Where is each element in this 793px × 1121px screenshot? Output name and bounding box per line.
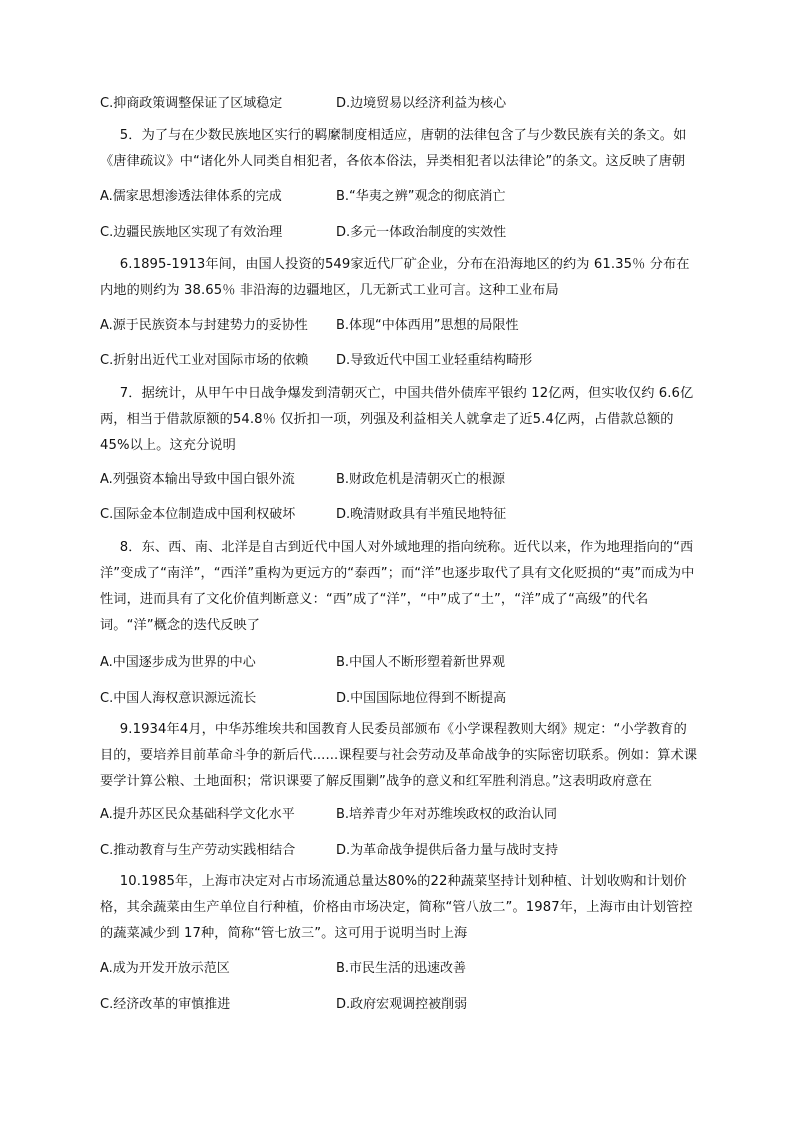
q6-option-c: C.折射出近代工业对国际市场的依赖 (100, 353, 309, 368)
q8-stem: 8．东、西、南、北洋是自古到近代中国人对外域地理的指向统称。近代以来，作为地理指向的“西洋”变成了“南洋”，“西洋”重构为更远方的“泰西”；而“洋”也逐步取代了具有文化贬损的“夷”而成为中性词，进而具有了文化价值判断意义：“西”成了“洋”，“中”成了“土”，“洋”成了“高级”的代名词。“洋”概念的迭代反映了 (100, 540, 695, 633)
q6-option-a: A.源于民族资本与封建势力的妥协性 (100, 318, 308, 333)
q6-option-b: B.体现“中体西用”思想的局限性 (336, 318, 519, 333)
q5-options-row-ab (100, 186, 700, 208)
q4-options-row-cd (100, 93, 700, 115)
q5-option-c: C.边疆民族地区实现了有效治理 (100, 225, 283, 240)
q9-option-d: D.为革命战争提供后备力量与战时支持 (336, 843, 559, 858)
q9-options-row-ab (100, 804, 700, 826)
q5-stem: 5．为了与在少数民族地区实行的羁縻制度相适应，唐朝的法律包含了与少数民族有关的条文。如《唐律疏议》中“诸化外人同类自相犯者，各依本俗法，异类相犯者以法律论”的条文。这反映了唐朝 (100, 128, 687, 169)
q7-option-a: A.列强资本输出导致中国白银外流 (100, 472, 295, 487)
q10-option-a: A.成为开发开放示范区 (100, 961, 230, 976)
q8-option-c: C.中国人海权意识源远流长 (100, 691, 257, 706)
q10-options-row-cd (100, 994, 700, 1016)
q7-option-b: B.财政危机是清朝灭亡的根源 (336, 472, 506, 487)
q8-option-a: A.中国逐步成为世界的中心 (100, 655, 256, 670)
q10-option-d: D.政府宏观调控被削弱 (336, 997, 468, 1012)
q7-options-row-ab (100, 469, 700, 491)
q8-options-row-cd (100, 688, 700, 710)
q6-stem: 6.1895-1913年间，由国人投资的549家近代厂矿企业，分布在沿海地区的约为 61.35％ 分布在内地的则约为 38.65％ 非沿海的边疆地区，几无新式工业可言。这种工业布局 (100, 257, 690, 298)
q10-option-b: B.市民生活的迅速改善 (336, 961, 467, 976)
q9-option-a: A.提升苏区民众基础科学文化水平 (100, 807, 295, 822)
q5-option-b: B.“华夷之辨”观念的彻底消亡 (336, 189, 506, 204)
q8-option-d: D.中国国际地位得到不断提高 (336, 691, 507, 706)
q7-option-d: D.晚清财政具有半殖民地特征 (336, 507, 507, 522)
q8-option-b: B.中国人不断形塑着新世界观 (336, 655, 506, 670)
q5-options-row-cd (100, 222, 700, 244)
q7-option-c: C.国际金本位制造成中国利权破坏 (100, 507, 296, 522)
q6-options-row-cd (100, 350, 700, 372)
q9-options-row-cd (100, 840, 700, 862)
q5-option-a: A.儒家思想渗透法律体系的完成 (100, 189, 282, 204)
q5-option-d: D.多元一体政治制度的实效性 (336, 225, 507, 240)
q9-option-b: B.培养青少年对苏维埃政权的政治认同 (336, 807, 558, 822)
q7-stem: 7．据统计，从甲午中日战争爆发到清朝灭亡，中国共借外债库平银约 12亿两，但实收仅约 6.6亿两，相当于借款原额的54.8％ 仅折扣一项，列强及利益相关人就拿走了近5.4亿两，占借款总额的45%以上。这充分说明 (100, 386, 694, 453)
q9-option-c: C.推动教育与生产劳动实践相结合 (100, 843, 296, 858)
q6-options-row-ab (100, 315, 700, 337)
q10-stem: 10.1985年，上海市决定对占市场流通总量达80%的22种蔬菜坚持计划种植、计划收购和计划价格，其余蔬菜由生产单位自行种植，价格由市场决定，简称“管八放二”。1987年，上海市由计划管控的蔬菜减少到 17种，简称“管七放三”。这可用于说明当时上海 (100, 874, 693, 941)
q9-stem: 9.1934年4月，中华苏维埃共和国教育人民委员部颁布《小学课程教则大纲》规定：“小学教育的目的，要培养目前革命斗争的新后代......课程要与社会劳动及革命战争的实际密切联系。例如：算术课要学计算公粮、土地面积；常识课要了解反围剿”战争的意义和红军胜利消息。”这表明政府意在 (100, 722, 698, 789)
q6-option-d: D.导致近代中国工业轻重结构畸形 (336, 353, 533, 368)
q4-option-c: C.抑商政策调整保证了区域稳定 (100, 96, 283, 111)
q10-options-row-ab (100, 958, 700, 980)
q8-options-row-ab (100, 652, 700, 674)
q7-options-row-cd (100, 504, 700, 526)
q4-option-d: D.边境贸易以经济利益为核心 (336, 96, 507, 111)
q10-option-c: C.经济改革的审慎推进 (100, 997, 231, 1012)
